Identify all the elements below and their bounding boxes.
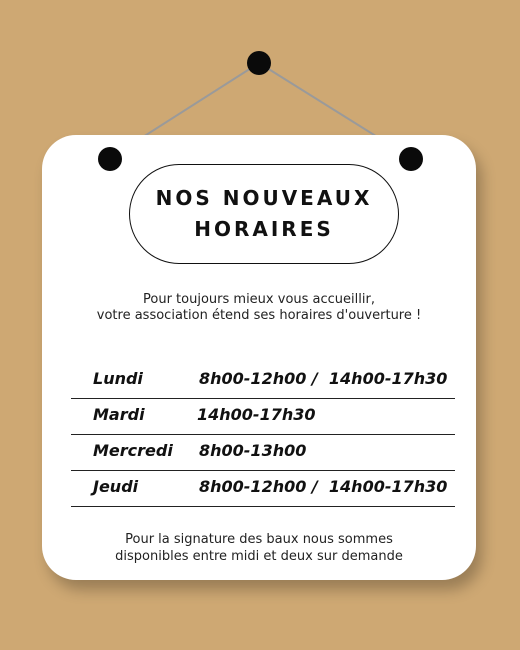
schedule-row-lundi	[71, 363, 455, 399]
hours-value: 14h00-17h30	[197, 405, 316, 424]
schedule-row-mardi	[71, 399, 455, 435]
intro-text	[42, 292, 476, 324]
schedule-table	[71, 363, 455, 507]
hole-right-icon	[399, 147, 423, 171]
intro-line-2: votre association étend ses horaires d'ouverture !	[96, 308, 422, 323]
nail-icon	[247, 51, 271, 75]
footer-text	[42, 531, 476, 565]
hours-value: 8h00-12h00 / 14h00-17h30	[199, 477, 448, 496]
hole-left-icon	[98, 147, 122, 171]
day-label: Mardi	[93, 405, 145, 424]
title-line-2: HORAIRES	[194, 217, 334, 241]
hours-sign	[42, 135, 476, 580]
schedule-row-jeudi	[71, 471, 455, 507]
title-pill	[129, 164, 399, 264]
intro-line-1: Pour toujours mieux vous accueillir,	[143, 292, 375, 307]
day-label: Lundi	[93, 369, 143, 388]
day-label: Mercredi	[93, 441, 173, 460]
day-label: Jeudi	[93, 477, 139, 496]
footer-line-2: disponibles entre midi et deux sur demande	[115, 549, 403, 564]
footer-line-1: Pour la signature des baux nous sommes	[125, 532, 393, 547]
title-line-1: NOS NOUVEAUX	[155, 186, 373, 210]
hours-value: 8h00-13h00	[199, 441, 307, 460]
schedule-row-mercredi	[71, 435, 455, 471]
hours-value: 8h00-12h00 / 14h00-17h30	[199, 369, 448, 388]
